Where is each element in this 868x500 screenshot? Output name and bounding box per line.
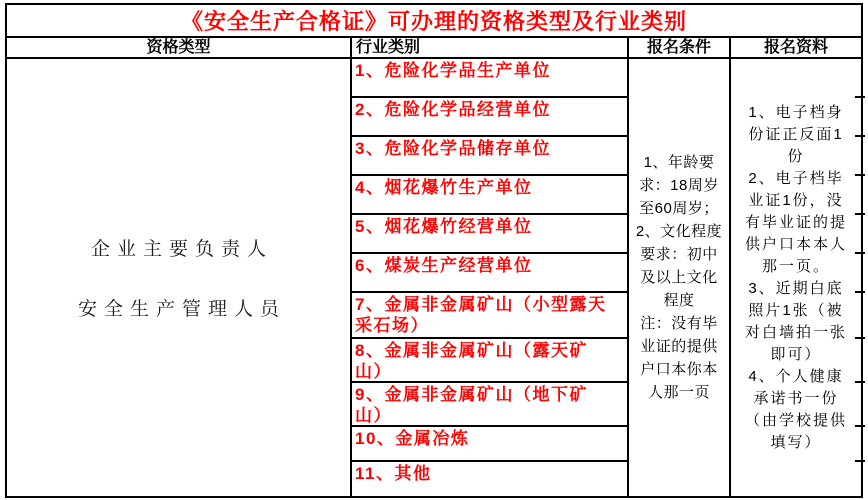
- row-divider-tick: [855, 425, 865, 427]
- industry-category-column: [352, 59, 629, 496]
- material-photo: 3、近期白底照片1张（被对白墙拍一张即可）: [744, 279, 847, 363]
- qualification-table: [5, 3, 863, 498]
- industry-row-10: 10、金属冶炼: [352, 427, 627, 462]
- table-header-row: [7, 38, 861, 59]
- condition-note: 注：没有毕业证的提供户口本你本人那一页: [640, 315, 718, 401]
- row-divider-tick: [855, 381, 865, 383]
- row-divider-tick: [855, 135, 865, 137]
- table-body: [7, 59, 861, 496]
- industry-row-2: 2、危险化学品经营单位: [352, 98, 627, 137]
- row-divider-tick: [855, 337, 865, 339]
- registration-conditions-cell: [629, 59, 731, 496]
- header-qualification-type-label: 资格类型: [146, 38, 211, 56]
- industry-row-1: 1、危险化学品生产单位: [352, 59, 627, 98]
- industry-row-9: 9、金属非金属矿山（地下矿山）: [352, 383, 627, 427]
- condition-age: 1、年龄要求：18周岁至60周岁；: [639, 154, 719, 217]
- row-divider-tick: [855, 96, 865, 98]
- header-registration-conditions-label: 报名条件: [646, 38, 711, 56]
- industry-row-6: 6、煤炭生产经营单位: [352, 254, 627, 293]
- condition-education: 2、文化程度要求：初中及以上文化程度: [635, 223, 723, 309]
- header-industry-category: [352, 38, 629, 57]
- header-registration-conditions: [629, 38, 731, 57]
- header-qualification-type: [7, 38, 352, 57]
- row-divider-tick: [855, 174, 865, 176]
- row-divider-tick: [855, 291, 865, 293]
- industry-row-3: 3、危险化学品储存单位: [352, 137, 627, 176]
- header-registration-materials-label: 报名资料: [763, 38, 828, 56]
- material-health-letter: 4、个人健康承诺书一份（由学校提供填写）: [744, 367, 847, 451]
- row-divider-tick: [855, 213, 865, 215]
- qualification-type-cell: [7, 59, 352, 496]
- row-divider-tick: [855, 460, 865, 462]
- registration-materials-cell: [731, 59, 861, 496]
- industry-row-4: 4、烟花爆竹生产单位: [352, 176, 627, 215]
- material-id-card: 1、电子档身份证正反面1份: [748, 103, 844, 165]
- qualification-type-main-person: 企业主要负责人: [90, 239, 273, 260]
- industry-row-8: 8、金属非金属矿山（露天矿山）: [352, 339, 627, 383]
- industry-row-5: 5、烟花爆竹经营单位: [352, 215, 627, 254]
- industry-row-7: 7、金属非金属矿山（小型露天采石场）: [352, 293, 627, 339]
- row-divider-tick: [855, 252, 865, 254]
- table-title: 《安全生产合格证》可办理的资格类型及行业类别: [180, 9, 687, 34]
- header-industry-category-label: 行业类别: [356, 38, 421, 56]
- industry-row-11: 11、其他: [355, 464, 432, 483]
- table-title-row: [7, 5, 861, 38]
- header-registration-materials: [731, 38, 861, 57]
- material-diploma: 2、电子档毕业证1份，没有毕业证的提供户口本本人那一页。: [744, 169, 847, 275]
- qualification-type-safety-manager: 安全生产管理人员: [77, 299, 286, 320]
